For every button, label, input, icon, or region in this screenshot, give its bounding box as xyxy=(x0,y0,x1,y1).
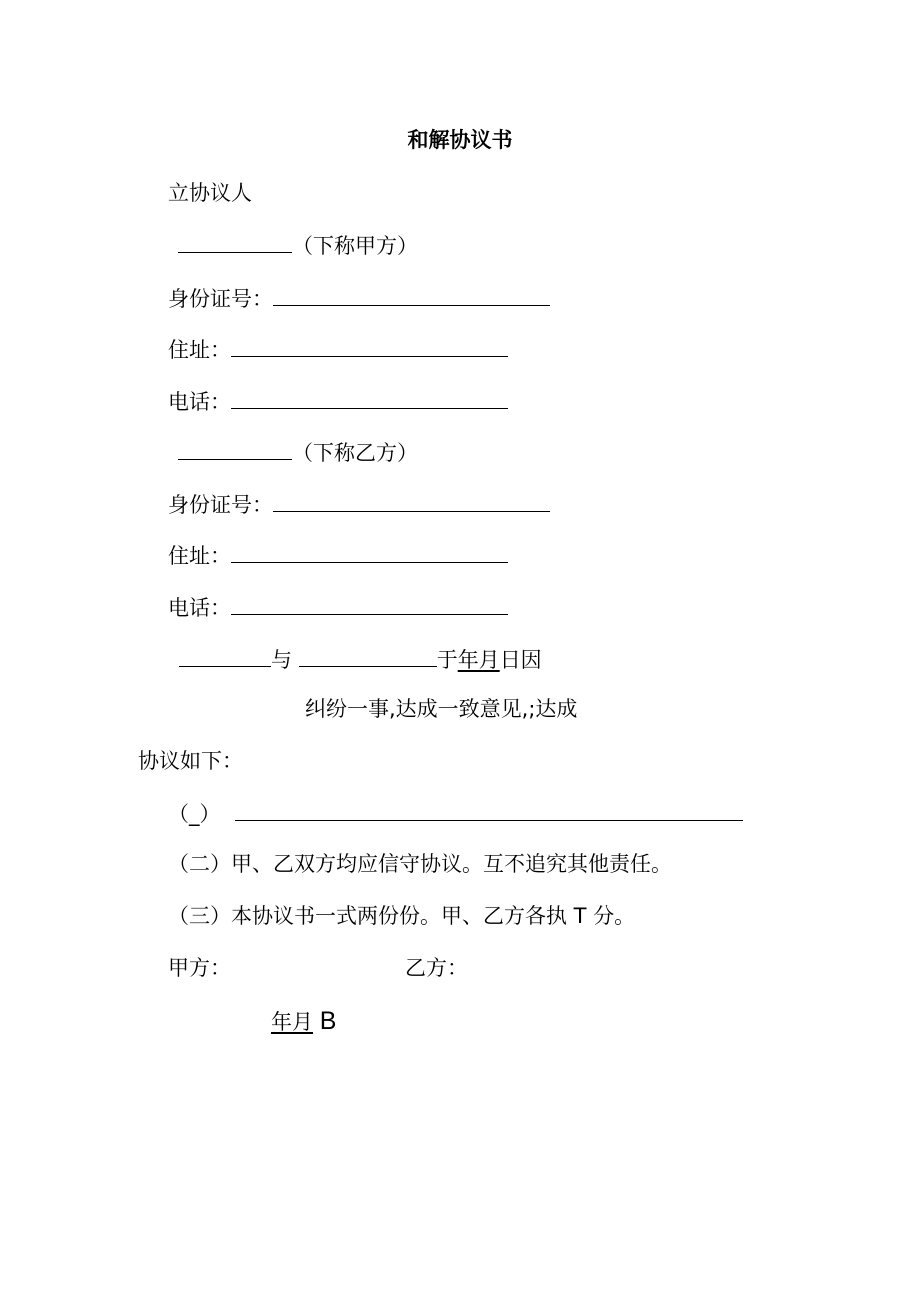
clause-one xyxy=(168,798,743,828)
party-a-id-blank[interactable] xyxy=(273,283,550,306)
dispute-year-month: 年月 xyxy=(457,648,500,672)
party-a-line xyxy=(178,230,418,260)
signature-party-b: 乙方： xyxy=(405,956,468,980)
dispute-at: 于 xyxy=(436,648,458,672)
party-b-phone-label: 电话： xyxy=(168,596,231,620)
clause-one-blank[interactable] xyxy=(235,798,743,821)
party-b-name-blank[interactable] xyxy=(178,437,292,460)
party-b-address-label: 住址： xyxy=(168,544,231,568)
party-a-address-blank[interactable] xyxy=(231,334,508,357)
party-a-id-line xyxy=(168,283,550,313)
document-title: 和解协议书 xyxy=(407,128,513,152)
clause-two: （二）甲、乙双方均应信守协议。互不追究其他责任。 xyxy=(168,852,672,876)
date-line xyxy=(271,1007,336,1036)
clause-three: （三）本协议书一式两份份。甲、乙方各执 T 分。 xyxy=(168,904,636,928)
dispute-party-a-blank[interactable] xyxy=(179,644,271,667)
party-a-phone-label: 电话： xyxy=(168,390,231,414)
party-a-id-label: 身份证号： xyxy=(168,287,273,311)
party-b-line xyxy=(178,437,418,467)
date-year-month: 年月 xyxy=(271,1010,313,1034)
dispute-with: 与 xyxy=(271,648,292,672)
party-a-address-label: 住址： xyxy=(168,338,231,362)
signature-party-a: 甲方： xyxy=(168,956,231,980)
party-a-name-blank[interactable] xyxy=(178,230,292,253)
party-b-id-line xyxy=(168,489,550,519)
dispute-line xyxy=(179,644,542,674)
date-day: B xyxy=(319,1007,337,1035)
party-b-id-blank[interactable] xyxy=(273,489,550,512)
party-a-address-line xyxy=(168,334,508,364)
party-a-phone-blank[interactable] xyxy=(231,386,508,409)
agreement-intro: 协议如下： xyxy=(138,749,243,773)
party-a-designation: （下称甲方） xyxy=(292,234,418,258)
dispute-day-cause: 日因 xyxy=(499,648,542,672)
dispute-continuation: 纠纷一事,达成一致意见,;达成 xyxy=(305,697,578,721)
parties-intro: 立协议人 xyxy=(168,181,252,205)
party-b-designation: （下称乙方） xyxy=(292,441,418,465)
party-b-address-line xyxy=(168,540,508,570)
party-b-phone-line xyxy=(168,592,508,622)
clause-one-marker: （_） xyxy=(168,802,221,826)
dispute-party-b-blank[interactable] xyxy=(299,644,437,667)
party-b-phone-blank[interactable] xyxy=(231,592,508,615)
party-a-phone-line xyxy=(168,386,508,416)
party-b-id-label: 身份证号： xyxy=(168,493,273,517)
party-b-address-blank[interactable] xyxy=(231,540,508,563)
